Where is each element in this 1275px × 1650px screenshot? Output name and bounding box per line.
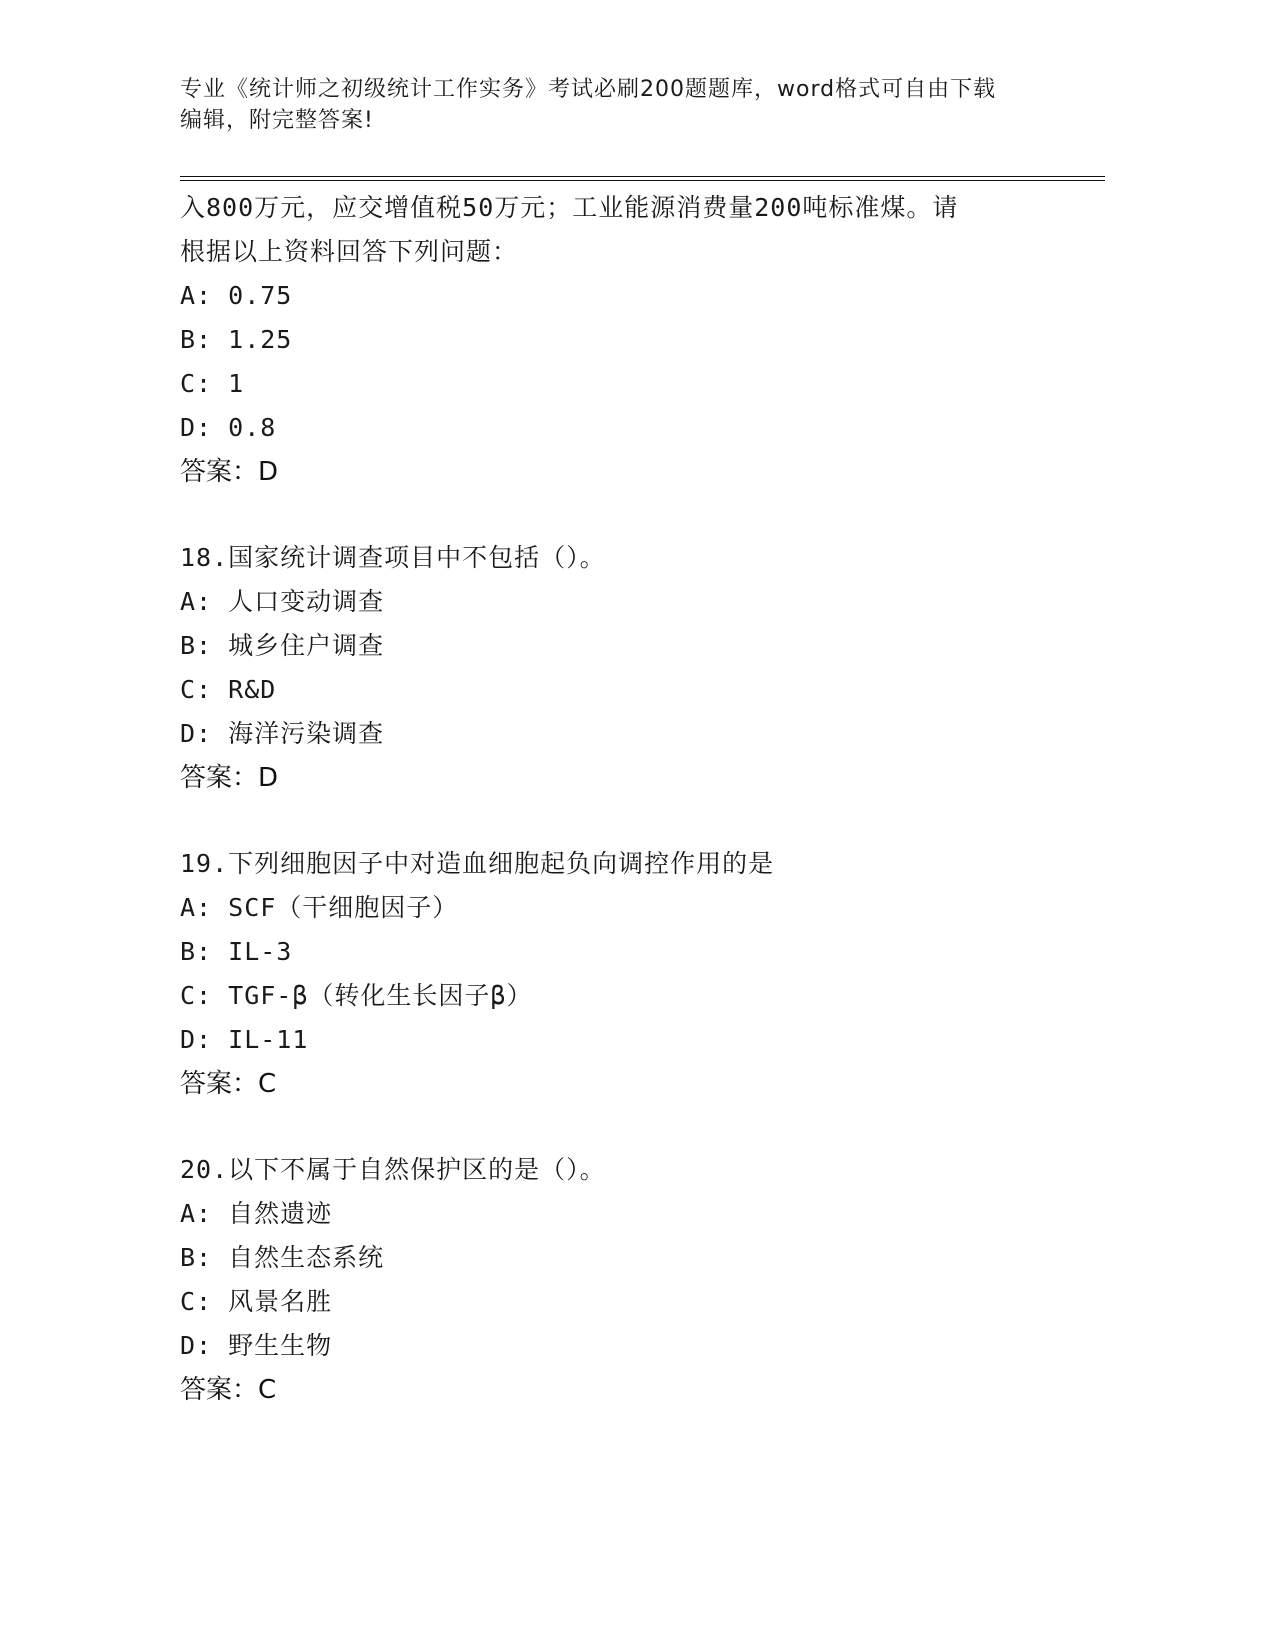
- question-19: [180, 842, 1080, 1106]
- header-title-line-1: 专业《统计师之初级统计工作实务》考试必刷200题题库，word格式可自由下载: [180, 77, 997, 102]
- option-a: A: 自然遗迹: [180, 1199, 333, 1228]
- option-c: C: 风景名胜: [180, 1287, 333, 1316]
- spacer: [180, 494, 1080, 536]
- option-c: C: TGF-β（转化生长因子β）: [180, 981, 533, 1010]
- question-stem: 20.以下不属于自然保护区的是（）。: [180, 1155, 606, 1184]
- option-b: B: IL-3: [180, 937, 293, 966]
- option-d: D: IL-11: [180, 1025, 309, 1054]
- question-stem-line: 根据以上资料回答下列问题：: [180, 237, 519, 266]
- option-a: A: 0.75: [180, 281, 293, 310]
- option-d: D: 海洋污染调查: [180, 719, 385, 748]
- question-20: [180, 1148, 1080, 1412]
- option-a: A: SCF（干细胞因子）: [180, 893, 459, 922]
- answer-label: 答案：C: [180, 1069, 277, 1099]
- spacer: [180, 1106, 1080, 1148]
- question-stem-line: 入800万元，应交增值税50万元；工业能源消费量200吨标准煤。请: [180, 193, 959, 222]
- option-c: C: 1: [180, 369, 245, 398]
- question-stem: 18.国家统计调查项目中不包括（）。: [180, 543, 606, 572]
- question-18: [180, 536, 1080, 800]
- option-d: D: 0.8: [180, 413, 277, 442]
- answer-label: 答案：D: [180, 457, 279, 487]
- option-a: A: 人口变动调查: [180, 587, 385, 616]
- option-b: B: 自然生态系统: [180, 1243, 385, 1272]
- answer-label: 答案：D: [180, 763, 279, 793]
- option-c: C: R&D: [180, 675, 277, 704]
- header-title-line-2: 编辑，附完整答案!: [180, 108, 374, 133]
- option-b: B: 城乡住户调查: [180, 631, 385, 660]
- document-body: [180, 186, 1080, 1412]
- header-divider: [180, 176, 1105, 181]
- answer-label: 答案：C: [180, 1375, 277, 1405]
- option-b: B: 1.25: [180, 325, 293, 354]
- option-d: D: 野生生物: [180, 1331, 333, 1360]
- question-17-continuation: [180, 186, 1080, 494]
- spacer: [180, 800, 1080, 842]
- page-header: [180, 74, 1060, 136]
- question-stem: 19.下列细胞因子中对造血细胞起负向调控作用的是: [180, 849, 775, 878]
